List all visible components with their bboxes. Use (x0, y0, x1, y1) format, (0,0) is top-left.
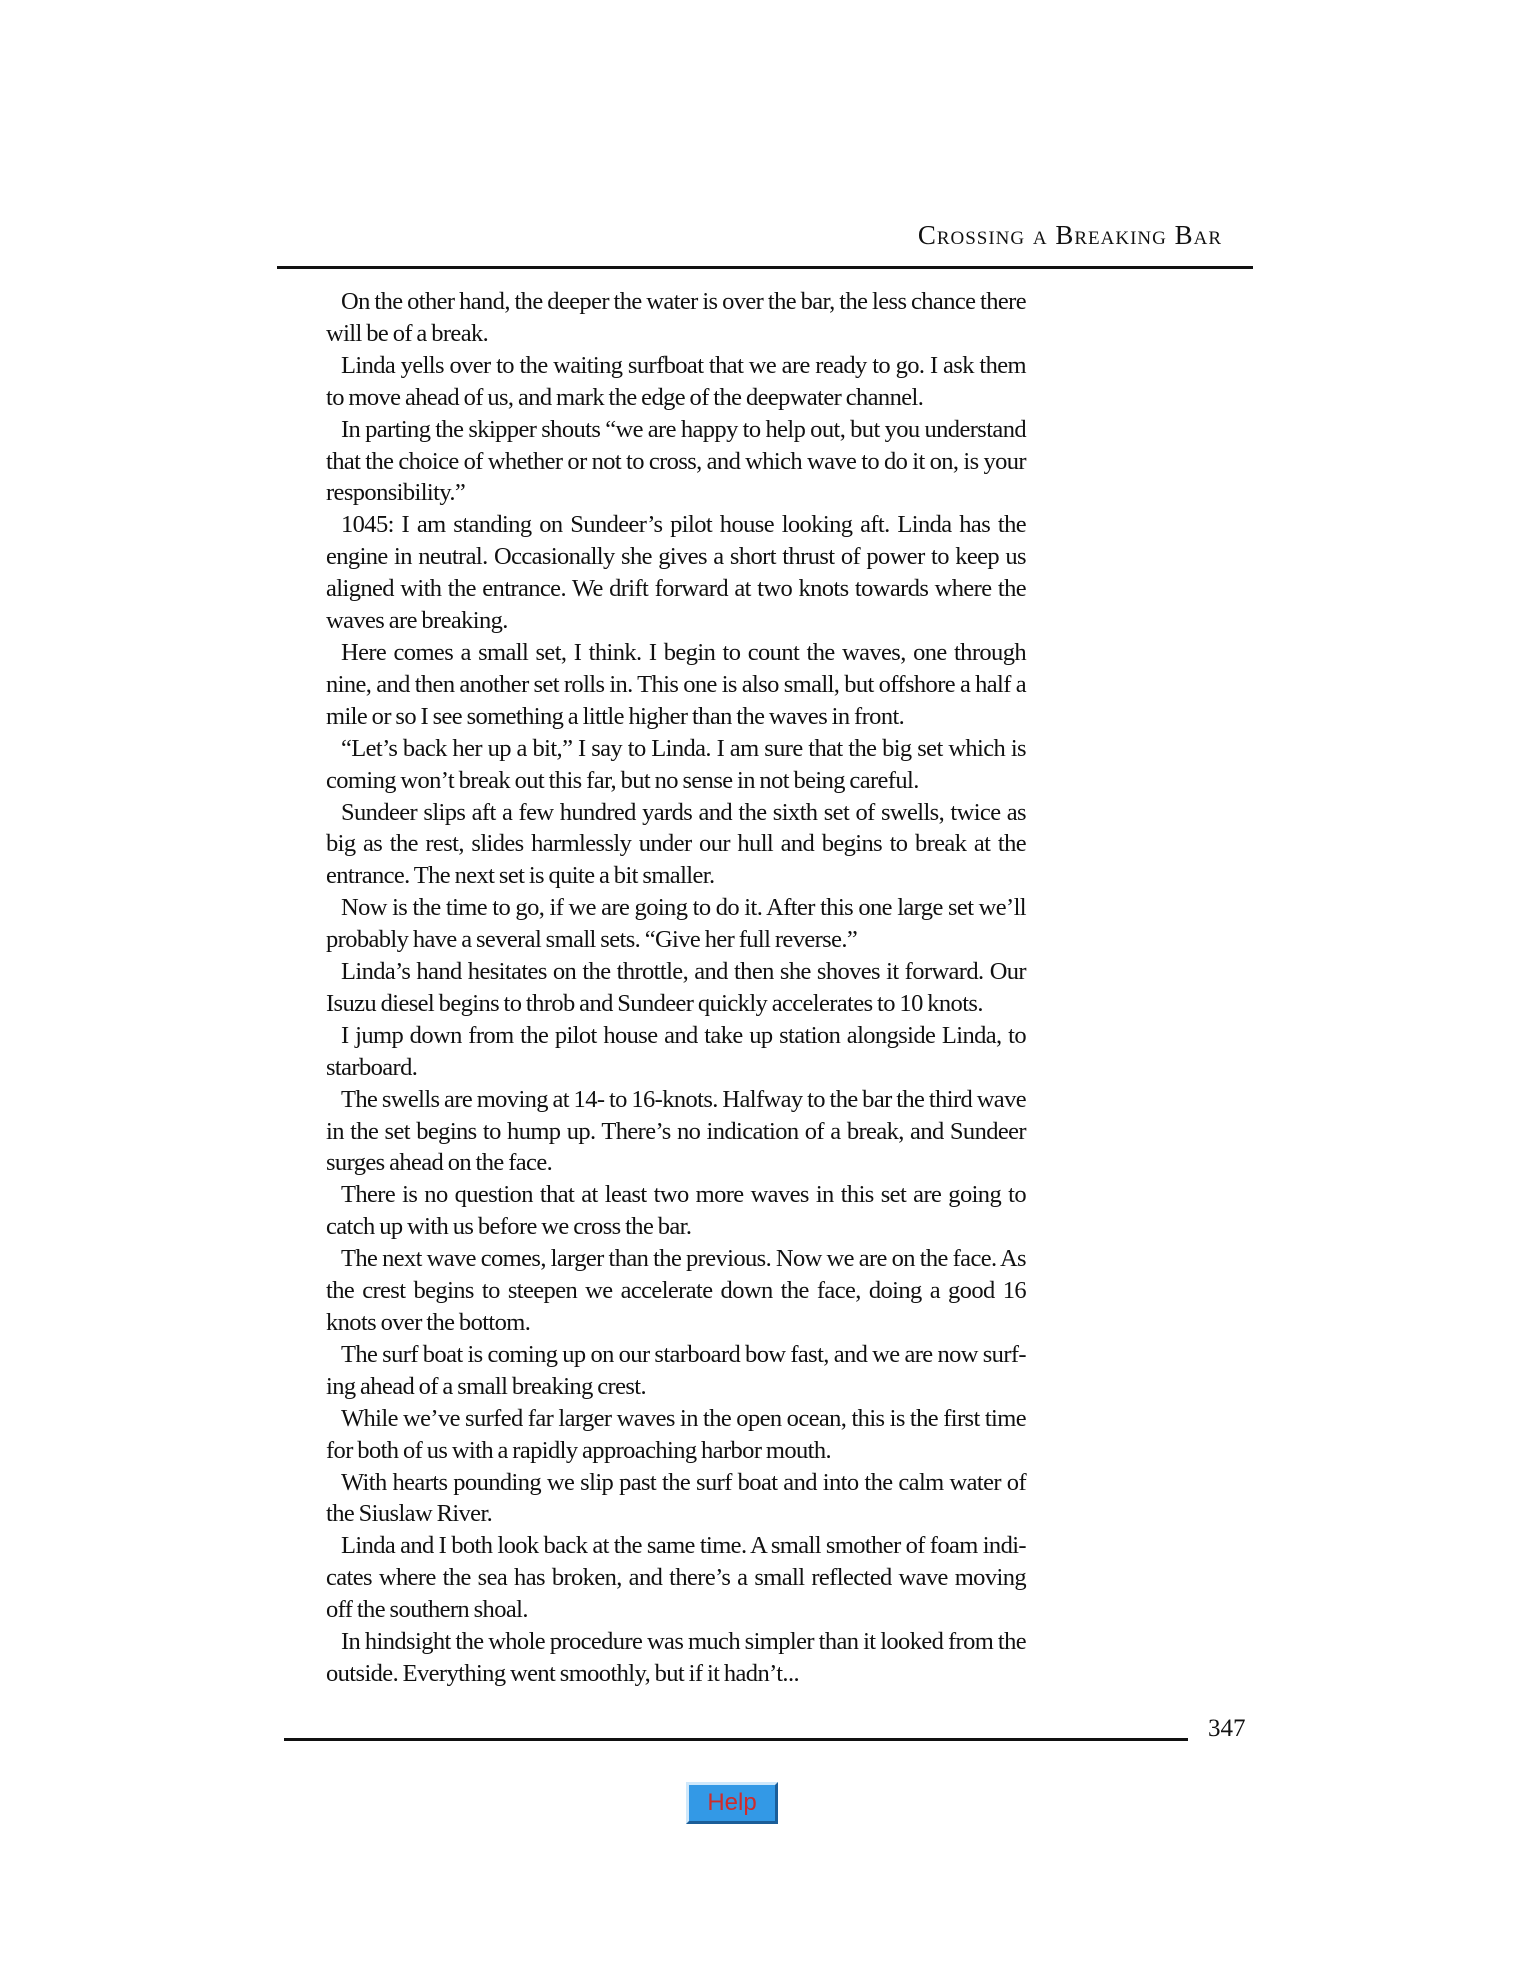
header-rule (277, 266, 1253, 269)
paragraph: 1045: I am standing on Sundeer’s pilot house looking aft. Linda has the engine in neutral. Occasionally she gives a short thrust of power to keep us aligned with the entrance. We drift forward at two knots towards where the waves are breaking. (326, 511, 1026, 635)
paragraph: With hearts pounding we slip past the surf boat and into the calm water of the Siuslaw River. (326, 1468, 1026, 1528)
paragraph: “Let’s back her up a bit,” I say to Linda. I am sure that the big set which is coming won’t break out this far, but no sense in not being careful. (326, 734, 1026, 794)
paragraph: On the other hand, the deeper the water is over the bar, the less chance there will be of a break. (326, 288, 1026, 347)
footer-rule (284, 1738, 1188, 1741)
paragraph: I jump down from the pilot house and take up station alongside Linda, to starboard. (326, 1021, 1026, 1081)
paragraph: Linda and I both look back at the same time. A small smother of foam indi-cates where the sea has broken, and there’s a small reflected wave moving off the southern shoal. (326, 1532, 1026, 1624)
paragraph: Sundeer slips aft a few hundred yards and the sixth set of swells, twice as big as the rest, slides harmlessly under our hull and begins to break at the entrance. The next set is quite a bit smaller. (326, 798, 1026, 890)
paragraph: In hindsight the whole procedure was much simpler than it looked from the outside. Everything went smoothly, but if it hadn’t... (326, 1628, 1026, 1687)
help-button[interactable]: Help (686, 1782, 778, 1824)
paragraph: There is no question that at least two more waves in this set are going to catch up with us before we cross the bar. (326, 1181, 1026, 1241)
paragraph: Linda yells over to the waiting surfboat that we are ready to go. I ask them to move ahead of us, and mark the edge of the deepwater channel. (326, 351, 1026, 411)
paragraph: The swells are moving at 14- to 16-knots. Halfway to the bar the third wave in the set begins to hump up. There’s no indication of a break, and Sundeer surges ahead on the face. (326, 1085, 1026, 1177)
paragraph: Here comes a small set, I think. I begin to count the waves, one through nine, and then another set rolls in. This one is also small, but offshore a half a mile or so I see something a little higher than the waves in front. (326, 638, 1026, 730)
paragraph: While we’ve surfed far larger waves in the open ocean, this is the first time for both of us with a rapidly approaching harbor mouth. (326, 1404, 1026, 1464)
paragraph: Now is the time to go, if we are going to do it. After this one large set we’ll probably have a several small sets. “Give her full reverse.” (326, 894, 1026, 954)
paragraph: Linda’s hand hesitates on the throttle, and then she shoves it forward. Our Isuzu diesel begins to throb and Sundeer quickly accelerates to 10 knots. (326, 958, 1026, 1017)
paragraph: In parting the skipper shouts “we are happy to help out, but you understand that the choice of whether or not to cross, and which wave to do it on, is your responsibility.” (326, 415, 1026, 507)
paragraph: The next wave comes, larger than the previous. Now we are on the face. As the crest begins to steepen we accelerate down the face, doing a good 16 knots over the bottom. (326, 1245, 1026, 1336)
running-head: Crossing a Breaking Bar (917, 220, 1222, 250)
body-text (326, 286, 1026, 1690)
page-number: 347 (1208, 1715, 1246, 1742)
paragraph: The surf boat is coming up on our starboard bow fast, and we are now surf-ing ahead of a small breaking crest. (326, 1340, 1026, 1400)
